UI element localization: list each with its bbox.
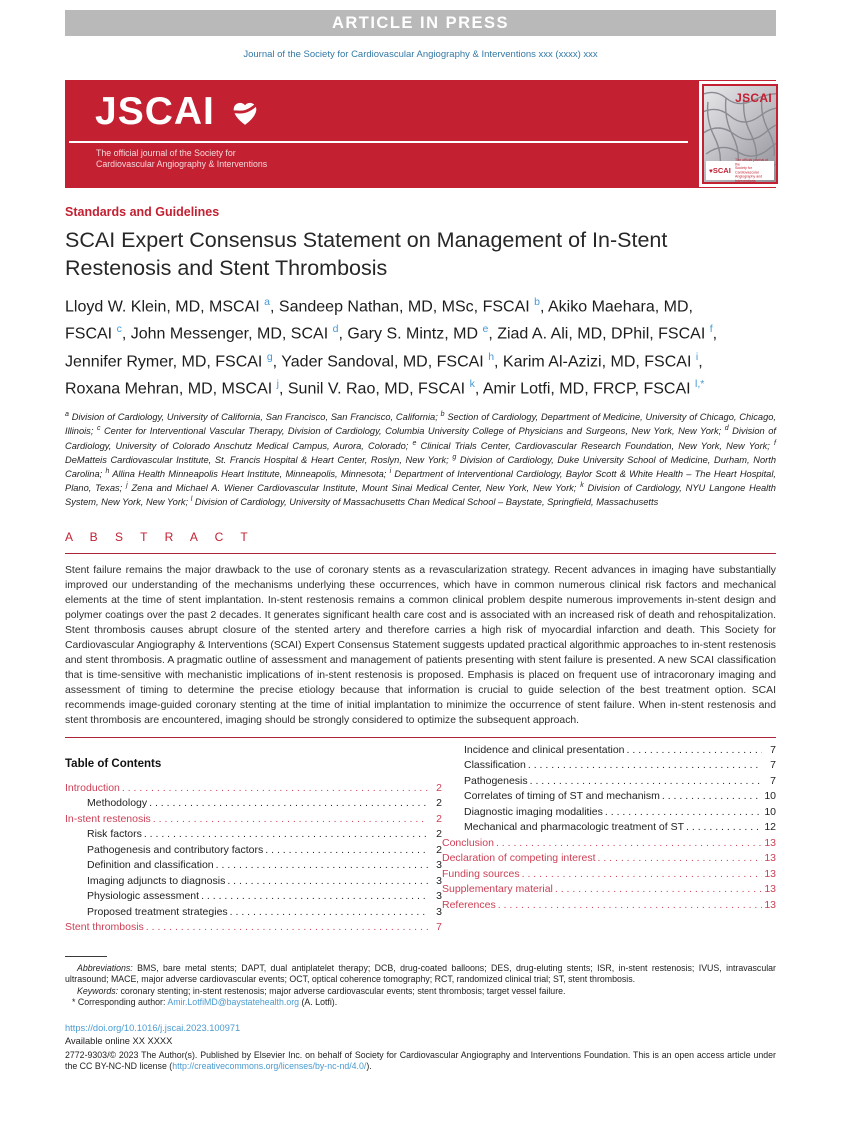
toc-entry[interactable] [65, 843, 442, 859]
author-name: Akiko Maehara, MD, FSCAI [65, 298, 693, 343]
abbreviations-label: Abbreviations: [77, 962, 133, 973]
cover-footer-strip [706, 157, 774, 183]
toc-dot-leader [605, 805, 762, 821]
affiliation-sup: i [389, 467, 392, 475]
author-affiliation-sup: k [469, 377, 475, 390]
toc-entry-label: Pathogenesis [464, 774, 528, 787]
toc-left-items [65, 781, 442, 936]
toc-entry-label: Declaration of competing interest [442, 852, 596, 865]
author-affiliation-sup: l,* [695, 377, 705, 390]
masthead-tagline: The official journal of the Society for Cardiovascular Angiography & Interventions [96, 148, 268, 169]
toc-entry-page: 13 [764, 883, 776, 896]
toc-entry-label: Introduction [65, 781, 120, 794]
toc-entry-label: Physiologic assessment [87, 890, 200, 903]
scai-society-logo: ♥SCAI [709, 166, 731, 175]
toc-entry-page: 7 [770, 774, 776, 787]
toc-entry[interactable] [65, 905, 442, 921]
article-in-press-label: ARTICLE IN PRESS [331, 13, 510, 32]
toc-entry[interactable] [442, 743, 776, 759]
toc-entry-label: Mechanical and pharmacologic treatment of ST [464, 821, 685, 834]
toc-dot-leader [122, 781, 428, 797]
corresponding-suffix: (A. Lotfi). [301, 997, 338, 1008]
license-link[interactable]: http://creativecommons.org/licenses/by-nc-nd/4.0/ [172, 1061, 367, 1072]
toc-entry-label: Correlates of timing of ST and mechanism [464, 790, 660, 803]
toc-entry-label: Pathogenesis and contributory factors [87, 843, 264, 856]
toc-dot-leader [216, 858, 428, 874]
author-name: Lloyd W. Klein, MD, MSCAI [65, 298, 260, 316]
heart-logo-icon [227, 95, 263, 129]
author-affiliation-sup: j [276, 377, 279, 390]
toc-entry-label: Stent thrombosis [65, 921, 144, 934]
journal-cover-thumbnail [699, 81, 781, 187]
toc-entry-page: 12 [764, 821, 776, 834]
author-name: Ziad A. Ali, MD, DPhil, FSCAI [497, 325, 706, 343]
author-affiliation-sup: e [482, 323, 489, 336]
toc-entry-label: Conclusion [442, 836, 494, 849]
toc-entry[interactable] [65, 889, 442, 905]
affiliation-sup: l [190, 495, 193, 503]
journal-first-page [0, 10, 841, 1132]
toc-dot-leader [149, 796, 428, 812]
author-name: Sunil V. Rao, MD, FSCAI [287, 380, 466, 398]
toc-entry[interactable] [442, 851, 776, 867]
keywords-line [65, 986, 776, 997]
toc-entry-label: Classification [464, 759, 526, 772]
toc-entry[interactable] [65, 858, 442, 874]
toc-entry[interactable] [442, 805, 776, 821]
table-of-contents [65, 743, 776, 936]
abstract-bottom-rule [65, 737, 776, 738]
toc-entry[interactable] [65, 827, 442, 843]
toc-dot-leader [146, 920, 428, 936]
toc-dot-leader [528, 758, 762, 774]
available-online: Available online XX XXXX [65, 1036, 173, 1047]
cover-image [702, 84, 778, 184]
keywords-label: Keywords: [77, 985, 119, 996]
toc-entry-page: 3 [436, 874, 442, 887]
toc-entry[interactable] [65, 812, 442, 828]
author-affiliation-sup: h [488, 350, 495, 363]
toc-entry-label: Supplementary material [442, 883, 553, 896]
masthead-divider [69, 141, 688, 143]
toc-right-column [442, 743, 776, 936]
author-name: Karim Al-Azizi, MD, FSCAI [502, 352, 692, 370]
abstract-text: Stent failure remains the major drawback to the use of coronary stents as a revascularization strategy. Recent advances in imaging have substantially improved our understanding of the mechanisms underlying these occurrences, which have in common numerous clinical risk factors and mechanical elements at the time of stent implantation. In-stent restenosis remains a common clinical problem despite numerous improvements in-stent design and polymer coatings over the past 2 decades. It generates significant health care cost and is associated with an increased risk of death and rehospitalization. Stent thrombosis causes abrupt closure of the stented artery and therefore carries a high risk of myocardial infarction and death. This Society for Cardiovascular Angiography & Interventions (SCAI) Expert Consensus Statement suggests updated practical algorithmic approaches to in-stent restenosis and stent thrombosis. A pragmatic outline of assessment and management of patients presenting with stent failure is presented. A new SCAI classification that is time-sensitive with mechanistic implications of in-stent restenosis is proposed. Emphasis is placed on frequent use of intracoronary imaging and assessment of timing to determine the precise etiology because that information is crucial to guide selection of the best treatment option. SCAI recommends image-guided coronary stenting at the time of initial implantation to minimize the occurrence of stent failure. When in-stent restenosis and stent thrombosis are encountered, imaging should be strongly considered to optimize the subsequent approach. [65, 564, 776, 726]
affiliation-sup: j [126, 481, 128, 489]
article-title: SCAI Expert Consensus Statement on Management of In-Stent Restenosis and Stent Thrombosis [65, 228, 668, 280]
toc-entry[interactable] [442, 882, 776, 898]
toc-entry-page: 13 [764, 898, 776, 911]
affiliation-sup: h [105, 467, 110, 475]
copyright-line: 2772-9303/© 2023 The Author(s). Published by Elsevier Inc. on behalf of Society for Cardiovascular Angiography and Interventions Foundation. This is an open access article under the CC BY-NC-ND license (http://creativecommons.org/licenses/by-nc-nd/4.0/). [65, 1049, 776, 1072]
toc-dot-leader [230, 905, 428, 921]
author-name: Sandeep Nathan, MD, MSc, FSCAI [278, 298, 530, 316]
corresponding-prefix: * Corresponding author: [72, 997, 166, 1008]
toc-entry-label: Incidence and clinical presentation [464, 743, 625, 756]
affiliation-sup: g [452, 453, 457, 461]
toc-entry-page: 3 [436, 905, 442, 918]
footnote-block [65, 963, 776, 1009]
author-affiliation-sup: c [116, 323, 122, 336]
affiliations: $^a$ Division of Cardiology, University of California, San Francisco, San Francisco, California; $^b$ Section of Cardiology, Department of Medicine, University of Chicago, Chicago, Illinois; $^c$ Center for Interventional Vascular Therapy, Division of Cardiology, Columbia University College of Physicians and Surgeons, New York, New York; $^d$ Division of Cardiology, University of Colorado Anschutz Medical Campus, Aurora, Colorado; $^e$ Clinical Trials Center, Cardiovascular Research Foundation, New York, New York; $^f$ DeMatteis Cardiovascular Institute, St. Francis Hospital & Heart Center, Roslyn, New York; $^g$ Division of Cardiology, Duke University School of Medicine, Durham, North Carolina; $^h$ Allina Health Minneapolis Heart Institute, Minneapolis, Minnesota; $^i$ Department of Interventional Cardiology, Baylor Scott & White Health – The Heart Hospital, Plano, Texas; $^j$ Zena and Michael A. Wiener Cardiovascular Institute, Mount Sinai Medical Center, New York, New York; $^k$ Division of Cardiology, NYU Langone Health System, New York, New York; $^l$ Division of Cardiology, University of Massachusetts Chan Medical School – Baystate, Springfield, Massachusetts [65, 411, 777, 507]
cover-caption-line: The official journal of the [734, 157, 768, 166]
toc-heading: Table of Contents [65, 757, 162, 770]
toc-entry-page: 10 [764, 805, 776, 818]
abstract-top-rule [65, 553, 776, 554]
toc-dot-leader [522, 867, 762, 883]
toc-entry-page: 3 [436, 859, 442, 872]
toc-entry[interactable] [65, 781, 442, 797]
toc-entry-label: Risk factors [87, 828, 142, 841]
doi-link[interactable]: https://doi.org/10.1016/j.jscai.2023.100971 [65, 1022, 241, 1033]
toc-entry-page: 2 [436, 828, 442, 841]
jscai-logo-text: JSCAI [95, 90, 215, 133]
affiliation-sup: e [412, 439, 417, 447]
abbreviations-line [65, 963, 776, 986]
affiliation-sup: d [724, 425, 729, 433]
affiliation-sup: f [774, 439, 776, 447]
footnote-rule [65, 956, 107, 957]
author-affiliation-sup: i [695, 350, 699, 363]
toc-entry-label: Methodology [87, 797, 148, 810]
toc-entry-page: 13 [764, 867, 776, 880]
toc-entry-page: 2 [436, 797, 442, 810]
toc-entry[interactable] [65, 920, 442, 936]
toc-entry-page: 10 [764, 790, 776, 803]
toc-entry-label: References [442, 898, 496, 911]
toc-entry[interactable] [442, 836, 776, 852]
article-footer [65, 1022, 776, 1073]
journal-citation-line: Journal of the Society for Cardiovascular Angiography & Interventions xxx (xxxx) xxx [243, 49, 598, 60]
toc-entry-page: 7 [770, 743, 776, 756]
author-list: Lloyd W. Klein, MD, MSCAI $^a$, Sandeep Nathan, MD, MSc, FSCAI $^b$, Akiko Maehara, MD, FSCAI $^c$, John Messenger, MD, SCAI $^d$, Gary S. Mintz, MD $^e$, Ziad A. Ali, MD, DPhil, FSCAI $^f$, Jennifer Rymer, MD, FSCAI $^g$, Yader Sandoval, MD, FSCAI $^h$, Karim Al-Azizi, MD, FSCAI $^i$, Roxana Mehran, MD, MSCAI $^j$, Sunil V. Rao, MD, FSCAI $^k$, Amir Lotfi, MD, FRCP, FSCAI $^{l,*}$ [65, 296, 718, 398]
author-affiliation-sup: b [534, 296, 540, 308]
toc-dot-leader [227, 874, 428, 890]
toc-dot-leader [530, 774, 762, 790]
cover-jscai-logo: JSCAI [735, 91, 772, 105]
toc-entry-label: In-stent restenosis [65, 812, 151, 825]
author-name: Roxana Mehran, MD, MSCAI [65, 380, 273, 398]
author-affiliation-sup: d [332, 323, 339, 336]
author-name: Amir Lotfi, MD, FRCP, FSCAI [482, 380, 691, 398]
toc-entry[interactable] [442, 898, 776, 914]
toc-entry-page: 3 [436, 890, 442, 903]
toc-dot-leader [686, 820, 762, 836]
toc-dot-leader [496, 836, 762, 852]
section-label: Standards and Guidelines [65, 205, 220, 219]
abbreviations-text: BMS, bare metal stents; DAPT, dual antiplatelet therapy; DCB, drug-coated balloons; DES, drug-eluting stents; ISR, in-stent restenosis; IVUS, intravascular ultrasound; MACE, major adverse cardiovascular events; OCT, optical coherence tomography; RCT, randomized clinical trial; ST, stent thrombosis. [65, 962, 776, 985]
abstract-heading: A B S T R A C T [65, 529, 255, 544]
toc-entry-label: Imaging adjuncts to diagnosis [87, 874, 226, 887]
toc-dot-leader [144, 827, 428, 843]
author-affiliation-sup: a [264, 296, 271, 308]
toc-entry[interactable] [442, 820, 776, 836]
author-name: Yader Sandoval, MD, FSCAI [281, 352, 484, 370]
scai-heart-icon: ♥ [709, 168, 713, 175]
toc-dot-leader [598, 851, 763, 867]
toc-entry[interactable] [65, 796, 442, 812]
toc-entry-label: Definition and classification [87, 859, 214, 872]
toc-entry-page: 2 [436, 812, 442, 825]
toc-entry-page: 13 [764, 852, 776, 865]
toc-entry[interactable] [442, 774, 776, 790]
toc-entry[interactable] [442, 789, 776, 805]
affiliation-sup: c [96, 425, 101, 433]
toc-dot-leader [662, 789, 762, 805]
toc-entry-label: Proposed treatment strategies [87, 905, 228, 918]
author-name: Gary S. Mintz, MD [347, 325, 479, 343]
affiliation-sup: a [65, 411, 69, 419]
corresponding-email-link[interactable]: Amir.LotfiMD@baystatehealth.org [167, 997, 300, 1008]
affiliation-sup: k [580, 481, 584, 489]
keywords-text: coronary stenting; in-stent restenosis; major adverse cardiovascular events; stent thrombosis; target vessel failure. [120, 985, 566, 996]
author-affiliation-sup: g [266, 350, 273, 363]
toc-dot-leader [201, 889, 428, 905]
toc-entry-page: 2 [436, 781, 442, 794]
toc-dot-leader [627, 743, 762, 759]
cover-caption [735, 158, 770, 182]
toc-dot-leader [498, 898, 762, 914]
journal-masthead [65, 80, 776, 188]
jscai-logo [95, 90, 263, 134]
toc-dot-leader [265, 843, 428, 859]
article-content [65, 205, 776, 1073]
corresponding-author-line [65, 997, 776, 1008]
author-name: Jennifer Rymer, MD, FSCAI [65, 352, 263, 370]
author-affiliation-sup: f [709, 323, 713, 336]
toc-left-column [65, 758, 442, 936]
author-name: John Messenger, MD, SCAI [130, 325, 329, 343]
toc-entry-page: 7 [770, 759, 776, 772]
toc-entry-page: 13 [764, 836, 776, 849]
affiliation-sup: b [440, 411, 445, 419]
toc-dot-leader [153, 812, 428, 828]
cover-caption-line: Society for Cardiovascular [734, 165, 759, 175]
toc-entry-label: Diagnostic imaging modalities [464, 805, 603, 818]
toc-entry[interactable] [442, 867, 776, 883]
toc-entry-page: 2 [436, 843, 442, 856]
article-in-press-banner [65, 10, 776, 36]
toc-right-items [442, 743, 776, 914]
toc-entry[interactable] [442, 758, 776, 774]
cover-caption-line: Angiography and Interventions [734, 173, 763, 183]
toc-entry[interactable] [65, 874, 442, 890]
toc-entry-label: Funding sources [442, 867, 520, 880]
toc-dot-leader [555, 882, 762, 898]
toc-entry-page: 7 [436, 921, 442, 934]
